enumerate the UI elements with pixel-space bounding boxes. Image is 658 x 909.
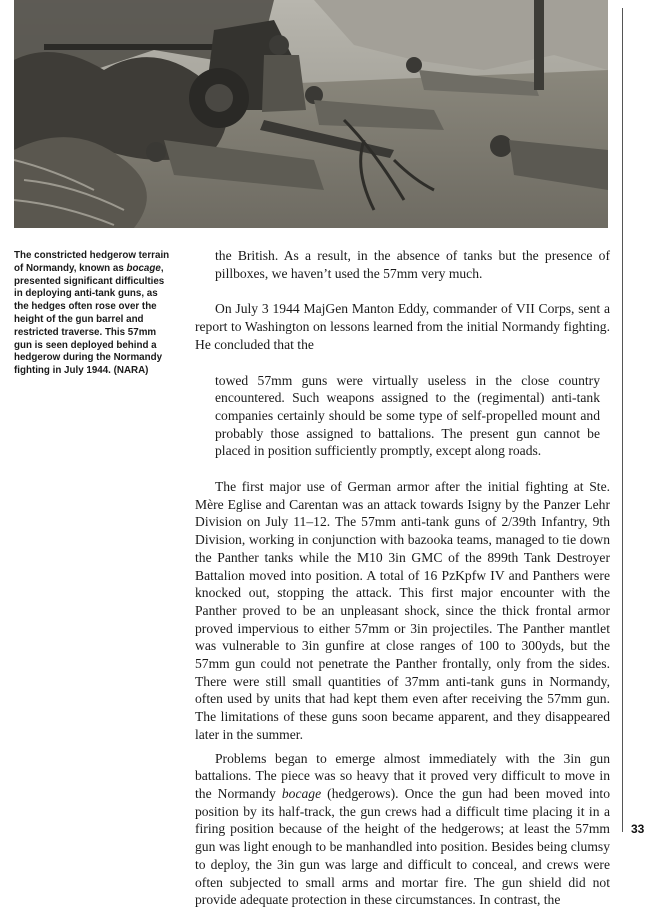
paragraph-3in-problems	[195, 750, 610, 909]
paragraph-eddy-report: On July 3 1944 MajGen Manton Eddy, commander of VII Corps, sent a report to Washington on lessons learned from the initial Normandy fighting. He concluded that the	[195, 301, 610, 352]
block-quote: towed 57mm guns were virtually useless in the close country encountered. Such weapons assigned to the (regimental) anti-tank companies certainly should be some type of self-propelled mount and probably those assigned to battalions. The present gun cannot be placed in position sufficiently promptly, except along roads.	[215, 372, 600, 459]
margin-rule	[622, 8, 623, 832]
p4-text-1: Problems began to emerge almost immediately with the 3in gun battalions. The piece was so heavy that it proved very difficult to move in the Normandy	[195, 750, 610, 801]
paragraph-first-armor: The first major use of German armor after the initial fighting at Ste. Mère Eglise and Carentan was an attack towards Isigny by the Panzer Lehr Division on July 11–12. The 57mm anti-tank guns of 2/39th Infantry, 9th Division, working in conjunction with bazooka teams, managed to tie down the Panther tanks while the M10 3in GMC of the 899th Tank Destroyer Battalion moved into position. A total of 16 PzKpfw IV and Panthers were knocked out, stopping the attack. This first major encounter with the Panther proved to be an unpleasant shock, since the thick frontal armor proved impervious to either 57mm or 3in projectiles. The Panther mantlet was vulnerable to 3in gunfire at close ranges of 100 to 300yds, but the 57mm gun could not penetrate the Panther frontally, only from the sides. There were still small quantities of 37mm anti-tank guns in Normandy, often used by units that had kept them even after receiving the 57mm gun. The limitations of these guns soon became apparent, and they disappeared later in the summer.	[195, 479, 610, 742]
page-number: 33	[631, 822, 645, 836]
photo-illustration	[14, 0, 608, 228]
body-text	[195, 247, 610, 909]
caption-text-1: The constricted hedgerow terrain of Normandy, known as	[14, 250, 170, 274]
hedgerow-photo	[14, 0, 608, 228]
p4-term: bocage	[281, 785, 322, 801]
caption-text-2: , presented significant difficulties in deploying anti-tank guns, as the hedges often rose over the height of the gun barrel and restricted traverse. This 57mm gun is seen deployed behind a hedgerow during the Normandy fighting in July 1944. (NARA)	[14, 262, 165, 377]
paragraph-quote-continuation: the British. As a result, in the absence of tanks but the presence of pillboxes, we haven’t used the 57mm very much.	[215, 248, 610, 281]
photo-caption	[14, 250, 174, 378]
caption-term: bocage	[126, 262, 161, 274]
p4-text-2: (hedgerows). Once the gun had been moved into position by its half-track, the gun crews had a difficult time placing it in a firing position because of the height of the hedgerows; at least the 57mm gun was light enough to be manhandled into position. Besides being clumsy to deploy, the 3in gun was large and difficult to conceal, and crews were often subjected to small arms and mortar fire. The gun shield did not provide adequate protection in these circumstances. In contrast, the	[195, 785, 611, 908]
